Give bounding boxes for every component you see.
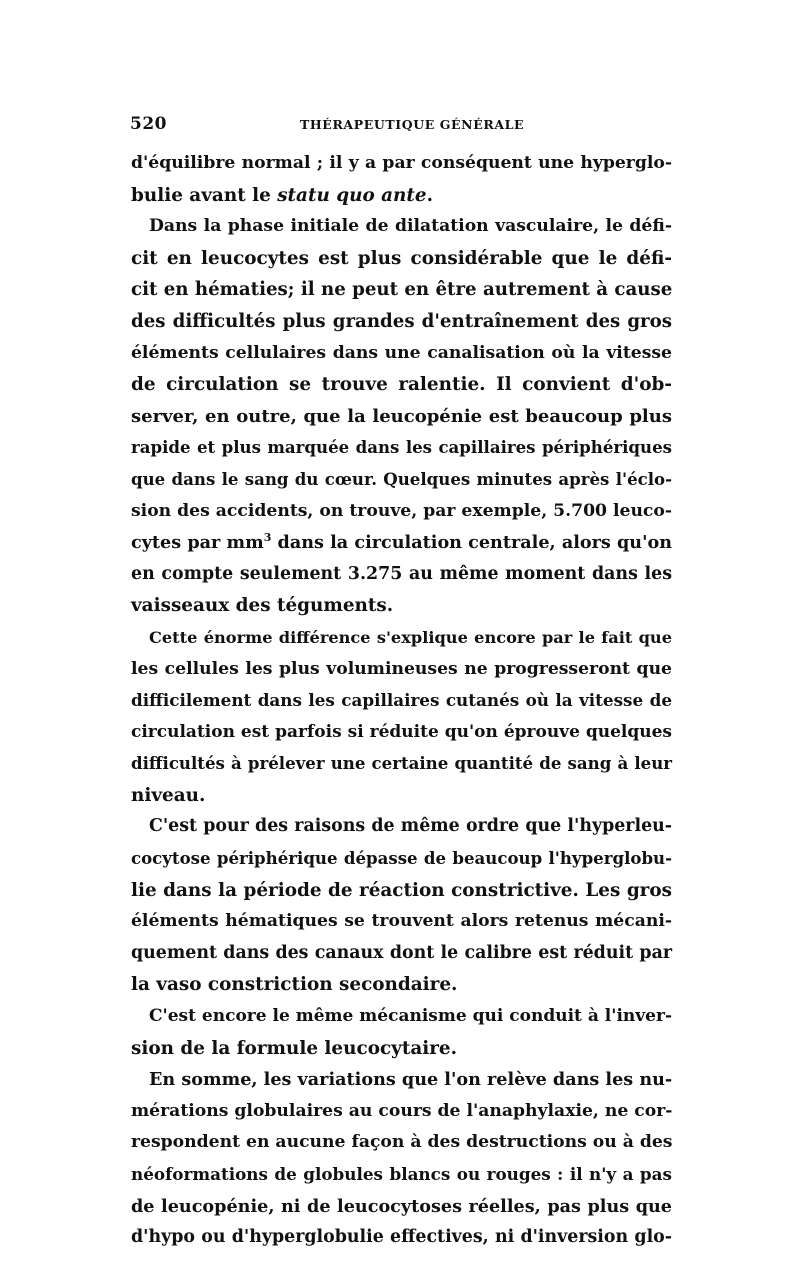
text-line: vaisseaux des téguments. [131, 595, 394, 617]
paragraph-first-line: Dans la phase initiale de dilatation vasculaire, le défi- [149, 216, 672, 237]
text-line: d'équilibre normal ; il y a par conséquent une hyperglo- [131, 153, 672, 173]
text-fragment: dans la circulation centrale, alors qu'on [271, 532, 672, 554]
text-line: circulation est parfois si réduite qu'on éprouve quelques [131, 721, 672, 742]
italic-phrase: statu quo ante [277, 184, 427, 206]
text-line: éléments cellulaires dans une canalisation où la vitesse [131, 342, 672, 363]
paragraph-first-line: En somme, les variations que l'on relève dans les nu- [149, 1069, 673, 1091]
text-fragment: bulie avant le [131, 184, 278, 206]
text-line: mérations globulaires au cours de l'anaphylaxie, ne cor- [131, 1100, 673, 1121]
body-text [131, 148, 672, 1254]
paragraph-first-line: C'est encore le même mécanisme qui conduit à l'inver- [149, 1006, 672, 1027]
text-line: cocytose périphérique dépasse de beaucoup l'hyperglobu- [131, 848, 672, 869]
paragraph-first-line: C'est pour des raisons de même ordre que l'hyperleu- [149, 816, 672, 837]
text-line: d'hypo ou d'hyperglobulie effectives, ni d'inversion glo- [131, 1227, 672, 1248]
text-line: server, en outre, que la leucopénie est beaucoup plus [131, 405, 672, 427]
text-line: lie dans la période de réaction constrictive. Les gros [131, 879, 672, 901]
text-line: cit en hématies; il ne peut en être autrement à cause [131, 279, 673, 301]
page-header [130, 114, 672, 138]
text-line: sion de la formule leucocytaire. [131, 1037, 458, 1059]
page-number: 520 [130, 114, 167, 134]
text-line: néoformations de globules blancs ou rouges : il n'y a pas [131, 1164, 672, 1184]
text-line: respondent en aucune façon à des destructions ou à des [131, 1132, 673, 1153]
text-fragment: . [426, 184, 434, 206]
text-line: les cellules les plus volumineuses ne progresseront que [131, 658, 672, 679]
paragraph-first-line: Cette énorme différence s'explique encore par le fait que [149, 627, 672, 647]
text-line: la vaso constriction secondaire. [131, 974, 458, 996]
text-line: en compte seulement 3.275 au même moment dans les [131, 563, 672, 584]
text-line [131, 527, 672, 559]
text-line [131, 180, 672, 212]
text-line: niveau. [131, 784, 206, 806]
text-line: difficultés à prélever une certaine quantité de sang à leur [131, 753, 672, 774]
text-line: éléments hématiques se trouvent alors retenus mécani- [131, 911, 672, 932]
text-line: quement dans des canaux dont le calibre est réduit par [131, 942, 672, 963]
text-fragment: cytes par mm [131, 532, 264, 554]
text-line: des difficultés plus grandes d'entraînement des gros [131, 310, 672, 332]
text-line: de circulation se trouve ralentie. Il convient d'ob- [131, 374, 672, 396]
text-line: cit en leucocytes est plus considérable que le défi- [131, 247, 672, 269]
text-line: que dans le sang du cœur. Quelques minutes après l'éclo- [131, 468, 672, 489]
superscript: 3 [263, 531, 272, 545]
text-line: rapide et plus marquée dans les capillaires périphériques [131, 437, 672, 458]
text-line: sion des accidents, on trouve, par exemple, 5.700 leuco- [131, 500, 672, 521]
text-line: difficilement dans les capillaires cutanés où la vitesse de [131, 690, 672, 711]
text-line: de leucopénie, ni de leucocytoses réelles, pas plus que [131, 1195, 672, 1217]
running-title: THÉRAPEUTIQUE GÉNÉRALE [300, 117, 525, 132]
